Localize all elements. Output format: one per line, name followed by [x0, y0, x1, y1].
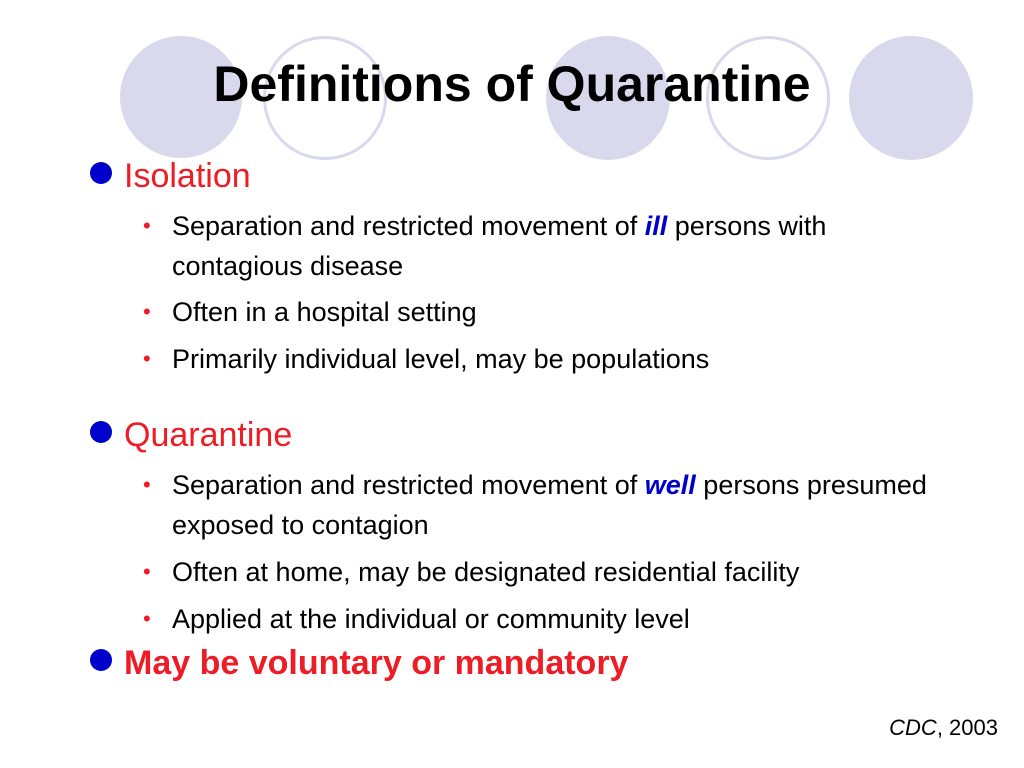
list-item [143, 206, 943, 286]
list-item-text: Applied at the individual or community level [172, 604, 690, 634]
list-item-text: Primarily individual level, may be populations [172, 344, 710, 374]
slide-title: Definitions of Quarantine [213, 56, 811, 112]
emphasis-word: ill [644, 211, 668, 241]
citation [889, 714, 998, 742]
item-text-after: persons with contagious disease [172, 211, 827, 281]
item-text-after: persons presumed exposed to contagion [172, 470, 927, 540]
bullet-icon: • [143, 472, 151, 497]
item-text-before: Separation and restricted movement of [172, 470, 645, 500]
list-item [143, 339, 943, 379]
bullet-dot-icon [90, 649, 112, 671]
list-item-text [172, 206, 943, 286]
citation-year: , 2003 [936, 715, 998, 740]
list-item-text: Often at home, may be designated residential facility [172, 557, 800, 587]
section-heading-text: Isolation [124, 157, 251, 195]
bullet-icon: • [143, 346, 151, 371]
section-heading-voluntary [90, 643, 628, 683]
bullet-dot-icon [90, 162, 112, 184]
list-item [143, 465, 943, 545]
list-item-text [172, 465, 943, 545]
bullet-icon: • [143, 606, 151, 631]
emphasis-word: well [644, 470, 696, 500]
bullet-icon: • [143, 559, 151, 584]
bullet-icon: • [143, 213, 151, 238]
list-item [143, 292, 943, 332]
citation-source: CDC [889, 715, 937, 740]
list-item-text: Often in a hospital setting [172, 297, 477, 327]
list-item [143, 552, 943, 592]
item-text-before: Separation and restricted movement of [172, 211, 645, 241]
section-heading-text: May be voluntary or mandatory [124, 644, 629, 682]
list-item [143, 599, 943, 639]
section-heading-text: Quarantine [124, 416, 293, 454]
bullet-dot-icon [90, 421, 112, 443]
section-heading-isolation [90, 156, 251, 196]
bullet-icon: • [143, 299, 151, 324]
section-heading-quarantine [90, 415, 292, 455]
